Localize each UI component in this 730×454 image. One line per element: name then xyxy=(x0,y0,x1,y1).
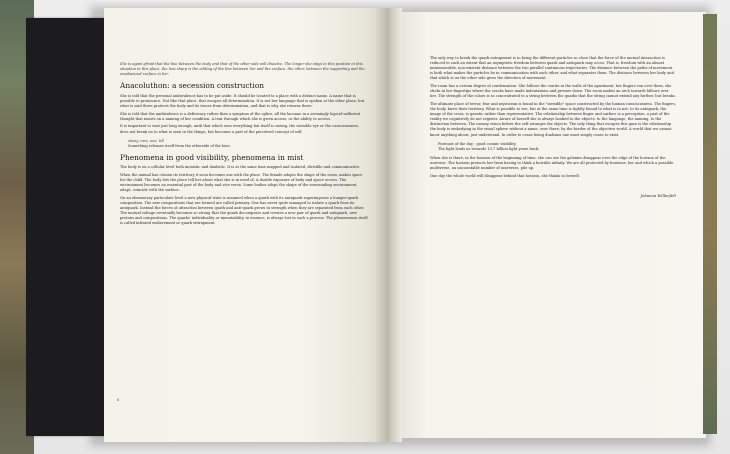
section-heading-phenomena: Phenomena in good visibility, phenomena in mist xyxy=(120,152,304,162)
paragraph: The only way to break the quark entrapment is to bring the different particles so close that the force of the mutual interaction is reduced to such an extent that an asymptotic freedom between quark and antiquark may occur. That is, freedom with an almost immeasurable, non-existent distance between the two parallel continuous trajectories. The distance between the paths of movement is both what makes the particles be in communication with each other, and what separates them. The distance between her body and that which is on the other side gives the direction of movement. xyxy=(430,56,674,81)
poem-block xyxy=(128,139,368,149)
paragraph: When she is there, in the horizon of the beginning of time, she can see the galaxies disappear over the edge of the horizon of the universe. The horizon protects her from having to think a horrible infinity. We are all protected by horizons, her and which a possible multiverse, an uncountable number of universes, pile up. xyxy=(430,155,674,170)
poem-line: Something releases itself from the otherside of the lens. xyxy=(128,143,231,148)
poem-block xyxy=(438,142,676,152)
paragraph: On an elementary particulate level a new physical state is assumed when a quark with its antiquark superimposes a hunger-quark composition. The new compositions that are formed are called primary. One has never quite managed to isolate a quark from its antiquark. Instead the forces of attraction between quark and anti-quark grows in strength when they are separated from each other. The mutual voltage eventually becomes so strong that the quark decomposes and creates a new pair of quark and antiquark, new protons and compositions. The quarks' individuality or immutability, in essence, is always lost in such a process. The phenomenon itself is called infrared enslavement or quark entrapment. xyxy=(120,195,368,226)
paragraph: The ultimate place of terror, fear and mysticism is found in the "invisible" space constructed by the human consciousness. The fingers, the body, know their territory. What is possible to see, but at the same time is tightly bound to what is in not, to its antiquark, the image of the cross, is genetic rather than representative. The relationship between finger and surface is a perception, a part of the reality we cognitively do not register. Aware of herself she is always hooked to the objects, to the language, the naming, to the distinction between. The uneasy vision before the self arranges the objects. The only thing that escapes this gaze is the relationship the body is embodying in the visual sphere without a name, over there, by the border of the objective world. A world that we cannot know anything about, just understand. In order to cease being dualisms one must simply cease to exist. xyxy=(430,101,676,137)
paragraph: One day the whole world will disappear behind that horizon, she thinks to herself. xyxy=(430,173,580,178)
right-photo-edge xyxy=(703,14,717,434)
book-gutter xyxy=(376,8,402,442)
intro-text: She is again afraid that the line between the body and that of the other side will dissolve. The longer she stays in this position in this situation in this place, the less sharp is the editing of the line between her and the surface, the other, between the supporting and the emphasized surface in her. xyxy=(120,62,365,77)
poem-line: slowy, rare, one, till xyxy=(128,138,164,143)
right-page-text xyxy=(430,56,676,198)
poem-line: Forecast of the day : good cosmic visibility. xyxy=(438,141,517,146)
paragraph: It is important to wait just long enough, until that which sees everything but itself is seeing, the invisible eye or the consciousness, does not break on to what is seen in the things, but becomes a part of the perceived concept of self. xyxy=(120,124,360,134)
section-heading-anacoluthon: Anacoluthon: a secession construction xyxy=(120,81,265,91)
paragraph: When the animal has chosen its territory it soon becomes one with the place. The female adopts the shape of the room, makes space for the child. The body lets the place tell her about what she is in need of. A double exposure of body and space occurs. The environment becomes an essential part of the body and vice versa. Some bodies adopt the shape of the surrounding environment, adapt, coincide with the surface. xyxy=(120,173,363,193)
paragraph: The room has a certain degree of condensation. She follows the cracks in the walls of the apartment, her fingers run over them, she sticks in her fingertips where the cracks have made indentations and presses down. The room makes an arch towards billows over her. The strength of the colors is so concentrated to a string between the quarks that the string cannot extend any further, but breaks. xyxy=(430,84,676,99)
paragraph: She is told that the personal ambivalence has to be put aside. It should be located to a place with a distinct name. A name that is possible to pronounce. Not like that place, that escapes all determination. It is not her language that is spoken at the other place, but what is said there protects the body and its traces from determination, and that is why she returns there. xyxy=(120,93,365,108)
poem-line: The light leads us towards 13,7 billion light years back. xyxy=(438,146,540,151)
author-signature: Johanna Willenfelt xyxy=(640,192,676,198)
paragraph: The body is on a cellular level both monistic and dualistic. It is at the same time mapped and isolated, divisible and communicative. xyxy=(120,165,361,170)
left-page-text xyxy=(120,62,368,229)
paragraph: She is told that the ambivalence is a deficiency rather than a symptom of the splice, all the lacunae in a seemingly logical-sufficient thought that insists on a naming of her condition. A tear through which she is given access, or the ability to access. xyxy=(120,111,361,121)
book-cover-edge xyxy=(26,18,106,436)
page-number: 6 xyxy=(117,398,120,402)
